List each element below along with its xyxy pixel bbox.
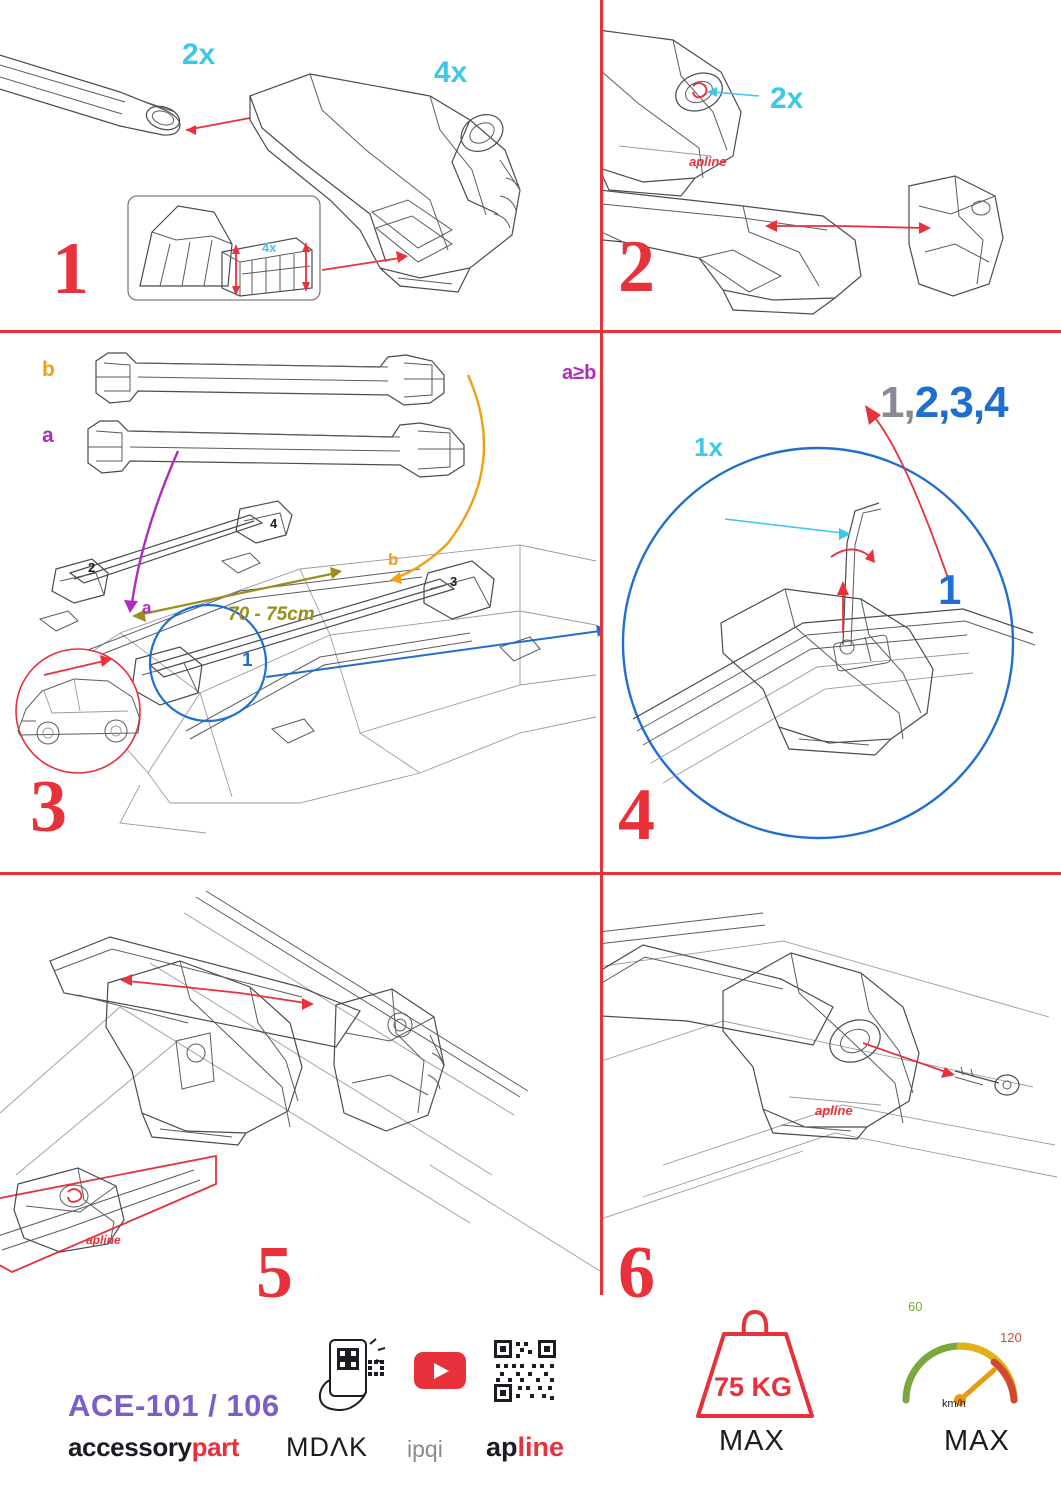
- step-number-4: 4: [618, 774, 653, 856]
- step-2-illustration: [603, 0, 1061, 330]
- speed-tick-120: 120: [1000, 1330, 1022, 1345]
- corner-label-4: 4: [270, 516, 278, 531]
- weight-limit-value: 75 KG: [714, 1372, 793, 1402]
- speed-max-label: MAX: [944, 1425, 1010, 1457]
- qr-scan-phone-icon: [316, 1336, 406, 1416]
- step-5-detail-inset: [0, 1140, 228, 1280]
- step-number-1: 1: [52, 228, 87, 310]
- brand-apline: apline: [486, 1432, 565, 1462]
- corner-label-2: 2: [88, 560, 96, 575]
- pointer-label-b: b: [388, 550, 399, 569]
- step-number-3: 3: [30, 766, 65, 848]
- speed-unit-label: km/h: [942, 1398, 966, 1410]
- step-number-5: 5: [256, 1232, 291, 1314]
- quantity-label-endcap: 2x: [182, 38, 216, 71]
- svg-text:apline: apline: [86, 1233, 121, 1247]
- youtube-icon[interactable]: [414, 1352, 466, 1389]
- speed-tick-60: 60: [908, 1299, 923, 1314]
- quantity-label-pad: 4x: [262, 240, 277, 255]
- condition-label: a≥b: [562, 362, 597, 384]
- brand-accessorypart: accessorypart: [68, 1432, 240, 1462]
- weight-max-label: MAX: [719, 1425, 785, 1457]
- step-3-illustration: [0, 333, 600, 872]
- svg-text:apline: apline: [689, 154, 727, 169]
- corner-label-1: 1: [242, 650, 253, 671]
- svg-text:apline: apline: [815, 1103, 853, 1118]
- step-6-illustration: [603, 875, 1061, 1295]
- quantity-label-foot: 4x: [434, 56, 468, 89]
- pointer-label-a: a: [142, 598, 152, 617]
- qr-code-icon: [492, 1338, 558, 1404]
- step-number-6: 6: [618, 1232, 653, 1314]
- bar-label-a: a: [42, 424, 54, 447]
- step-number-2: 2: [618, 226, 653, 308]
- quantity-label-tool: 1x: [694, 432, 723, 462]
- sequence-first-label: 1: [938, 566, 962, 613]
- quantity-label-screw: 2x: [770, 82, 804, 115]
- tighten-order-label: 1,2,3,4: [880, 378, 1008, 427]
- spacing-dimension-label: 70 - 75cm: [228, 604, 315, 625]
- product-model-label: ACE-101 / 106: [68, 1388, 280, 1423]
- corner-label-3: 3: [450, 574, 458, 589]
- brand-mdak: MDΛK: [286, 1432, 369, 1462]
- bar-label-b: b: [42, 358, 55, 381]
- brand-ipqi: ipqi: [407, 1436, 443, 1462]
- step-1-illustration: [0, 0, 600, 330]
